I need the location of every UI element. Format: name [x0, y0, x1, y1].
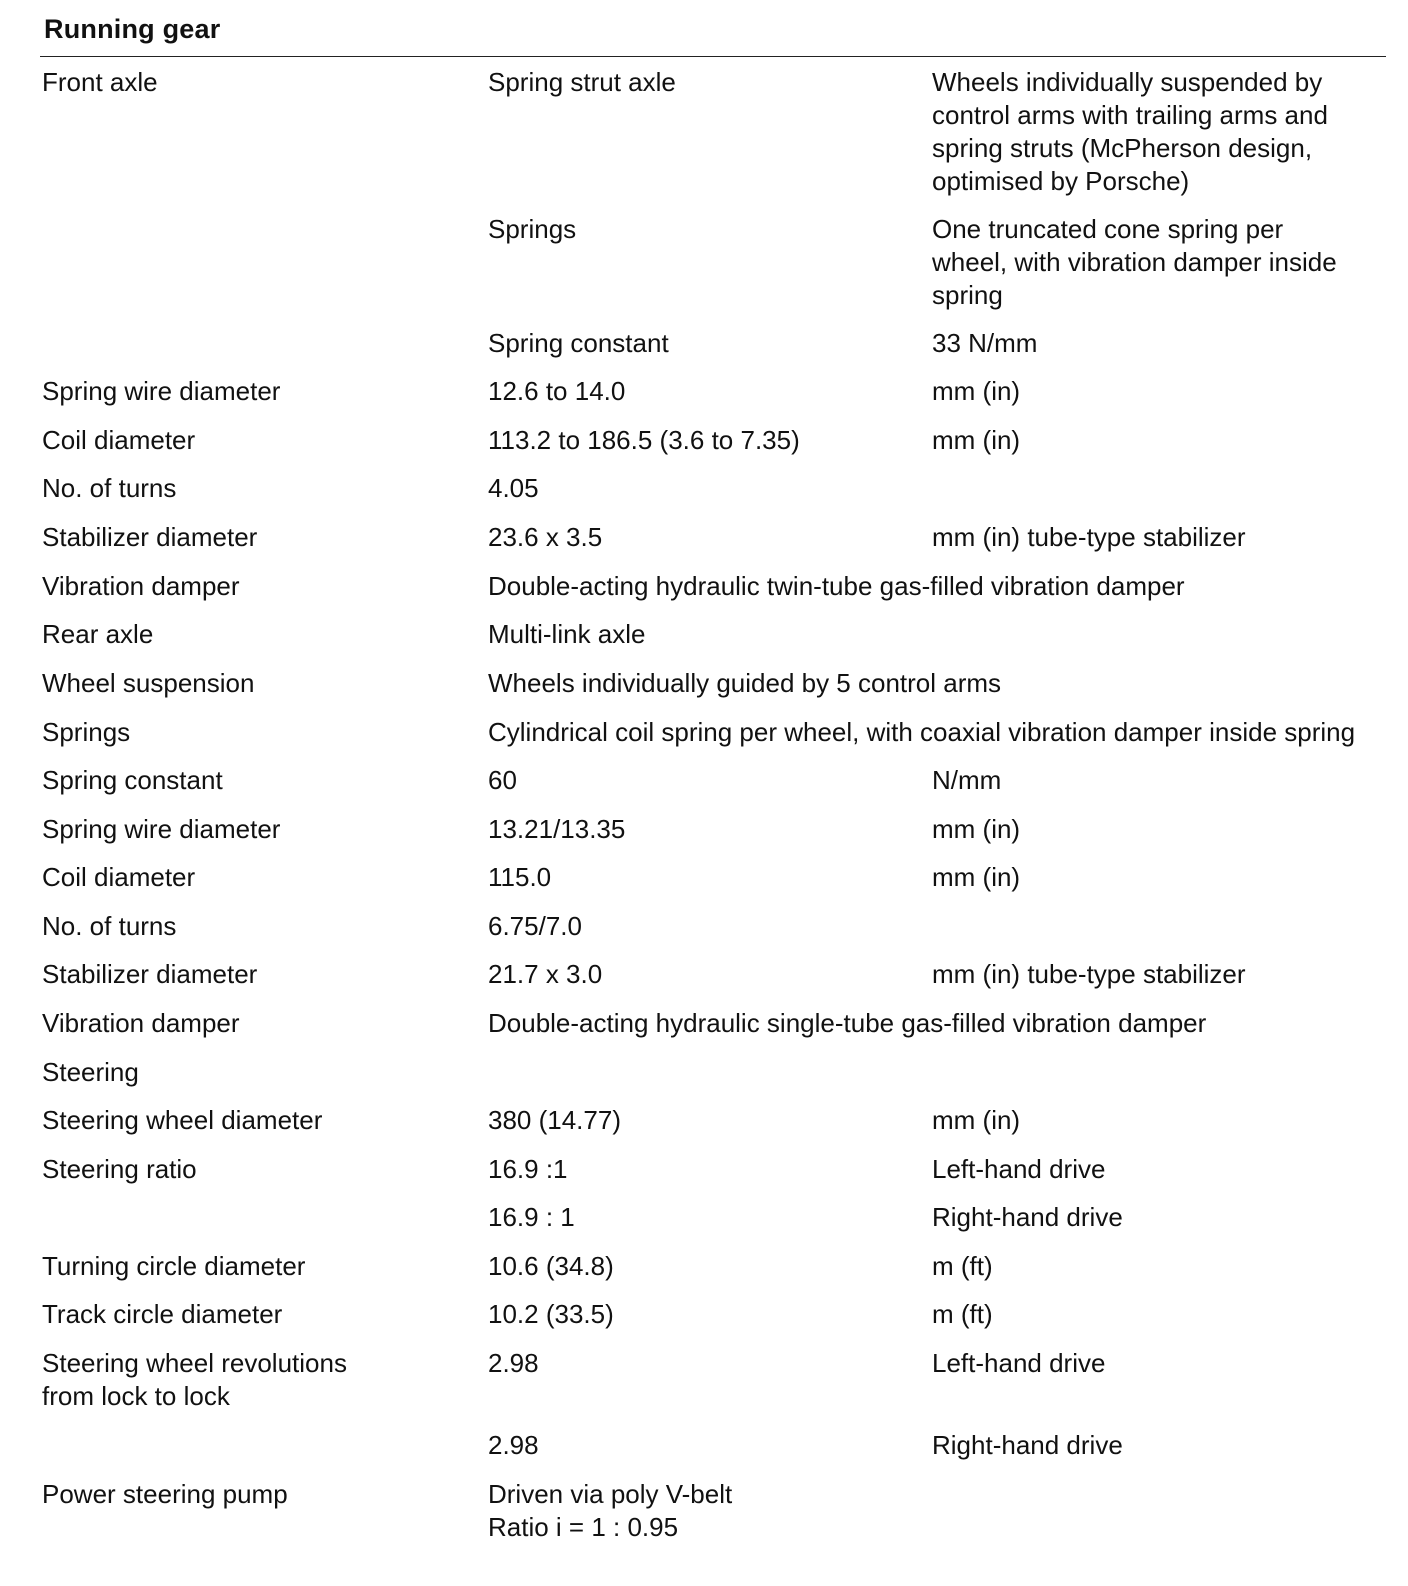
row-unit-note: 33 N/mm: [932, 328, 1038, 358]
row-label: Steering wheel diameter: [42, 1105, 323, 1135]
row-description: Cylindrical coil spring per wheel, with coaxial vibration damper inside spring: [488, 717, 1356, 747]
row-label: Track circle diameter: [42, 1299, 283, 1329]
row-value: 6.75/7.0: [488, 911, 582, 941]
row-unit-note: Wheels individually suspended by control arms with trailing arms and spring struts (McPherson design, optimised by Porsche): [932, 67, 1328, 196]
row-value: 2.98: [488, 1430, 539, 1460]
row-label: Stabilizer diameter: [42, 959, 258, 989]
row-label: Vibration damper: [42, 1008, 240, 1038]
row-value: 10.2 (33.5): [488, 1299, 614, 1329]
row-value: 115.0: [488, 862, 552, 892]
section-title: Running gear: [44, 14, 221, 44]
row-label: Front axle: [42, 67, 158, 97]
row-unit-note: m (ft): [932, 1251, 993, 1281]
row-unit-note: mm (in): [932, 376, 1021, 406]
row-value: 21.7 x 3.0: [488, 959, 603, 989]
row-label: Wheel suspension: [42, 668, 255, 698]
row-value: 12.6 to 14.0: [488, 376, 626, 406]
header-rule: [40, 56, 1386, 57]
row-unit-note: m (ft): [932, 1299, 993, 1329]
row-value: 2.98: [488, 1348, 539, 1378]
row-label: Springs: [42, 717, 131, 747]
row-value: 23.6 x 3.5: [488, 522, 603, 552]
row-label: Vibration damper: [42, 571, 240, 601]
row-unit-note: mm (in): [932, 814, 1021, 844]
row-value: 13.21/13.35: [488, 814, 626, 844]
row-label: Power steering pump: [42, 1479, 288, 1509]
row-label: Coil diameter: [42, 425, 196, 455]
row-description: Double-acting hydraulic twin-tube gas-filled vibration damper: [488, 571, 1185, 601]
row-label: Steering: [42, 1057, 139, 1087]
row-unit-note: One truncated cone spring per wheel, with vibration damper inside spring: [932, 214, 1337, 310]
row-value: 16.9 : 1: [488, 1202, 575, 1232]
row-label: Turning circle diameter: [42, 1251, 306, 1281]
row-value: Spring strut axle: [488, 67, 676, 97]
row-unit-note: mm (in) tube-type stabilizer: [932, 959, 1246, 989]
row-unit-note: Left-hand drive: [932, 1154, 1106, 1184]
row-label: No. of turns: [42, 911, 177, 941]
row-value: 60: [488, 765, 517, 795]
row-unit-note: mm (in) tube-type stabilizer: [932, 522, 1246, 552]
row-label: No. of turns: [42, 473, 177, 503]
row-unit-note: mm (in): [932, 1105, 1021, 1135]
row-label: Spring wire diameter: [42, 376, 281, 406]
row-value: Driven via poly V-belt Ratio i = 1 : 0.95: [488, 1479, 733, 1542]
row-label: Spring wire diameter: [42, 814, 281, 844]
row-unit-note: mm (in): [932, 862, 1021, 892]
row-unit-note: mm (in): [932, 425, 1021, 455]
row-label: Steering ratio: [42, 1154, 197, 1184]
row-value: Spring constant: [488, 328, 669, 358]
row-label: Steering wheel revolutions from lock to lock: [42, 1348, 347, 1411]
row-value: 10.6 (34.8): [488, 1251, 614, 1281]
row-label: Coil diameter: [42, 862, 196, 892]
row-unit-note: N/mm: [932, 765, 1002, 795]
row-unit-note: Right-hand drive: [932, 1202, 1123, 1232]
row-description: Multi-link axle: [488, 619, 646, 649]
row-value: Springs: [488, 214, 577, 244]
row-value: 113.2 to 186.5 (3.6 to 7.35): [488, 425, 800, 455]
row-value: 16.9 :1: [488, 1154, 568, 1184]
row-value: 4.05: [488, 473, 539, 503]
row-unit-note: Left-hand drive: [932, 1348, 1106, 1378]
row-label: Rear axle: [42, 619, 154, 649]
row-unit-note: Right-hand drive: [932, 1430, 1123, 1460]
row-label: Stabilizer diameter: [42, 522, 258, 552]
row-value: 380 (14.77): [488, 1105, 621, 1135]
row-description: Wheels individually guided by 5 control arms: [488, 668, 1002, 698]
row-label: Spring constant: [42, 765, 223, 795]
row-description: Double-acting hydraulic single-tube gas-filled vibration damper: [488, 1008, 1207, 1038]
